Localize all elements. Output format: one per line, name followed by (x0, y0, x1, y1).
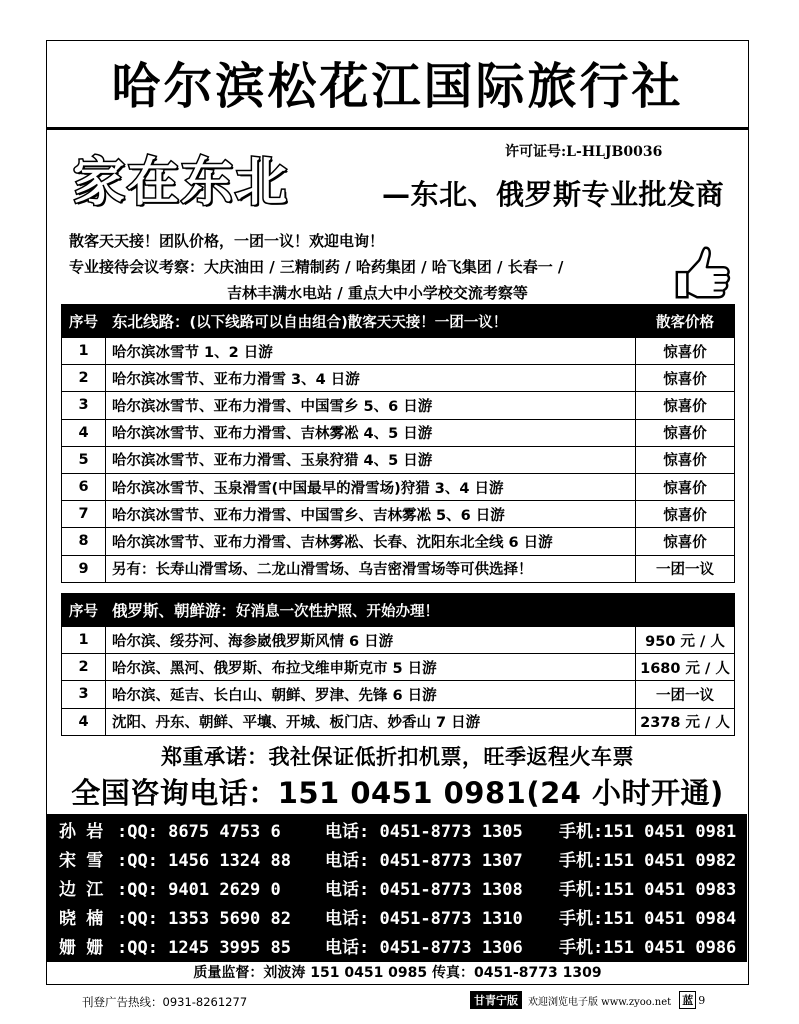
table-header (62, 305, 735, 338)
route-price: 惊喜价 (636, 392, 735, 419)
contact-phone: 电话: 0451-8773 1305 (325, 822, 523, 842)
row-number: 4 (62, 708, 106, 735)
table-row (62, 501, 735, 528)
contact-mobile: 手机:151 0451 0982 (559, 851, 737, 871)
route-price: 惊喜价 (636, 473, 735, 500)
contact-qq: :QQ: 1245 3995 85 (117, 938, 291, 958)
route-price: 950 元 / 人 (636, 627, 735, 654)
contact-qq: :QQ: 9401 2629 0 (117, 880, 281, 900)
contact-name: 边 江 (59, 880, 104, 900)
table-row (62, 528, 735, 555)
row-number: 1 (62, 338, 106, 365)
table-title (106, 594, 735, 627)
contact-row (47, 847, 747, 876)
license-number: 许可证号:L-HLJB0036 (505, 144, 663, 160)
route-name: 哈尔滨冰雪节、亚布力滑雪、中国雪乡 5、6 日游 (106, 392, 636, 419)
promise-text: 郑重承诺：我社保证低折扣机票，旺季返程火车票 (161, 745, 634, 769)
table-row (62, 392, 735, 419)
contact-name: 孙 岩 (59, 822, 104, 842)
row-number: 2 (62, 365, 106, 392)
thumbs-up-icon (671, 243, 733, 305)
brand-title: 家在东北 (73, 153, 290, 213)
page-number: 9 (698, 993, 706, 1007)
row-number: 3 (62, 681, 106, 708)
contact-mobile: 手机:151 0451 0986 (559, 938, 737, 958)
route-price: 惊喜价 (636, 528, 735, 555)
col-number-header: 序号 (62, 594, 106, 627)
row-number: 5 (62, 446, 106, 473)
row-number: 9 (62, 555, 106, 582)
promo-line-3: 吉林丰满水电站 / 重点大中小学校交流考察等 (227, 284, 528, 302)
contact-phone: 电话: 0451-8773 1308 (325, 880, 523, 900)
page-label: 蓝 (679, 991, 696, 1009)
edition-badge: 甘青宁版 (470, 991, 522, 1009)
route-price: 一团一议 (636, 555, 735, 582)
route-name: 哈尔滨冰雪节、亚布力滑雪、吉林雾凇、长春、沈阳东北全线 6 日游 (106, 528, 636, 555)
route-price: 惊喜价 (636, 446, 735, 473)
contact-phone: 电话: 0451-8773 1307 (325, 851, 523, 871)
brand-subtitle: —东北、俄罗斯专业批发商 (382, 178, 725, 211)
row-number: 6 (62, 473, 106, 500)
route-price: 惊喜价 (636, 338, 735, 365)
agency-name: 哈尔滨松花江国际旅行社 (47, 47, 748, 130)
route-name: 沈阳、丹东、朝鲜、平壤、开城、板门店、妙香山 7 日游 (106, 708, 636, 735)
row-number: 3 (62, 392, 106, 419)
route-name: 哈尔滨冰雪节、亚布力滑雪、吉林雾凇 4、5 日游 (106, 419, 636, 446)
footer-right (470, 991, 705, 1009)
route-price: 一团一议 (636, 681, 735, 708)
promo-line-2: 专业接待会议考察：大庆油田 / 三精制药 / 哈药集团 / 哈飞集团 / 长春一 / (69, 258, 564, 276)
route-name: 哈尔滨冰雪节、亚布力滑雪 3、4 日游 (106, 365, 636, 392)
contact-row (47, 905, 747, 934)
route-name: 哈尔滨冰雪节、玉泉滑雪(中国最早的滑雪场)狩猎 3、4 日游 (106, 473, 636, 500)
route-name: 哈尔滨、黑河、俄罗斯、布拉戈维申斯克市 5 日游 (106, 654, 636, 681)
contact-mobile: 手机:151 0451 0981 (559, 822, 737, 842)
table-header (62, 594, 735, 627)
contact-phone: 电话: 0451-8773 1306 (325, 938, 523, 958)
table-title-sub: 好消息一次性护照、开始办理！ (236, 604, 440, 620)
route-price: 惊喜价 (636, 419, 735, 446)
russia-korea-routes-table (61, 593, 735, 736)
table-row (62, 708, 735, 735)
route-name: 哈尔滨冰雪节 1、2 日游 (106, 338, 636, 365)
row-number: 7 (62, 501, 106, 528)
contact-qq: :QQ: 8675 4753 6 (117, 822, 281, 842)
table-row (62, 555, 735, 582)
contact-qq: :QQ: 1353 5690 82 (117, 909, 291, 929)
row-number: 4 (62, 419, 106, 446)
contact-mobile: 手机:151 0451 0984 (559, 909, 737, 929)
contact-mobile: 手机:151 0451 0983 (559, 880, 737, 900)
route-price: 1680 元 / 人 (636, 654, 735, 681)
table-row (62, 473, 735, 500)
quality-supervision: 质量监督：刘波涛 151 0451 0985 传真：0451-8773 1309 (193, 965, 602, 981)
ad-frame (46, 40, 749, 985)
website-link[interactable]: 欢迎浏览电子版 www.zyoo.net (528, 996, 672, 1008)
table-title-main: 俄罗斯、朝鲜游： (112, 602, 237, 620)
row-number: 1 (62, 627, 106, 654)
contact-qq: :QQ: 1456 1324 88 (117, 851, 291, 871)
table-row (62, 627, 735, 654)
contact-name: 晓 楠 (59, 909, 104, 929)
route-price: 2378 元 / 人 (636, 708, 735, 735)
table-row (62, 654, 735, 681)
route-name: 哈尔滨、延吉、长白山、朝鲜、罗津、先锋 6 日游 (106, 681, 636, 708)
promo-line-1: 散客天天接！团队价格，一团一议！欢迎电询！ (69, 232, 385, 250)
row-number: 2 (62, 654, 106, 681)
route-name: 哈尔滨、绥芬河、海参崴俄罗斯风情 6 日游 (106, 627, 636, 654)
contact-phone: 电话: 0451-8773 1310 (325, 909, 523, 929)
table-row (62, 446, 735, 473)
route-name: 另有：长寿山滑雪场、二龙山滑雪场、乌吉密滑雪场等可供选择！ (106, 555, 636, 582)
route-price: 惊喜价 (636, 365, 735, 392)
table-title-main: 东北线路： (112, 313, 190, 331)
route-name: 哈尔滨冰雪节、亚布力滑雪、玉泉狩猎 4、5 日游 (106, 446, 636, 473)
contact-row (47, 876, 747, 905)
contact-row (47, 934, 747, 963)
table-title-sub: (以下线路可以自由组合)散客天天接！一团一议！ (189, 315, 508, 331)
route-price: 惊喜价 (636, 501, 735, 528)
table-row (62, 681, 735, 708)
ad-hotline: 刊登广告热线：0931-8261277 (82, 995, 248, 1009)
table-title (106, 305, 636, 338)
table-row (62, 365, 735, 392)
contact-name: 宋 雪 (59, 851, 104, 871)
route-name: 哈尔滨冰雪节、亚布力滑雪、中国雪乡、吉林雾凇 5、6 日游 (106, 501, 636, 528)
hotline-text: 全国咨询电话：151 0451 0981(24 小时开通) (71, 776, 724, 810)
table-row (62, 419, 735, 446)
contacts-panel (47, 814, 747, 962)
row-number: 8 (62, 528, 106, 555)
domestic-routes-table (61, 304, 735, 583)
contact-name: 姗 姗 (59, 938, 104, 958)
col-number-header: 序号 (62, 305, 106, 338)
table-row (62, 338, 735, 365)
contact-row (47, 818, 747, 847)
col-price-header: 散客价格 (636, 305, 735, 338)
